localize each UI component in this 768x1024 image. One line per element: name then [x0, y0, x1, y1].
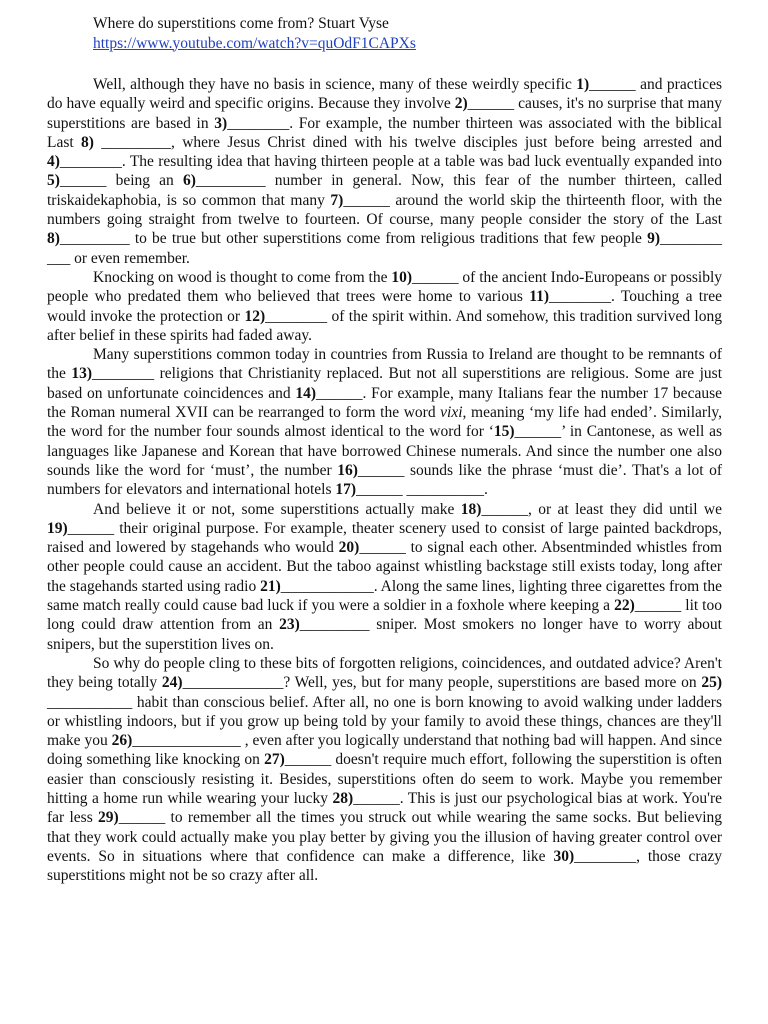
blank-number: 28) — [332, 789, 354, 807]
blank-number: 20) — [338, 539, 360, 557]
blank-number: 15) — [493, 423, 515, 441]
text-segment: ______. This is just our psychological bias at work. You're far less — [47, 789, 722, 827]
text-segment: ______ doesn't require much effort, following the superstition is often easier than consciously resisting it. Besides, superstitions often do seem to work. Maybe you remember hitting a home run while wearing your lucky — [47, 751, 722, 807]
text-segment: ______ around the world skip the thirteenth floor, with the numbers going straight from twelve to fourteen. Of course, many people consider the story of the Last — [47, 191, 722, 229]
text-segment: ______’ in Cantonese, as well as languages like Japanese and Korean that have borrowed Chinese numerals. And since the number one also sounds like the word for ‘must’, the number — [47, 423, 722, 479]
document-header — [93, 14, 416, 53]
blank-number: 23) — [279, 616, 300, 634]
paragraph — [47, 654, 722, 886]
text-segment: ________. Touching a tree would invoke the protection or — [47, 288, 722, 325]
text-segment: ______ __________. — [356, 481, 488, 499]
text-segment: ____________. Along the same lines, lighting three cigarettes from the same match really could cause bad luck if you were a soldier in a foxhole where keeping a — [47, 577, 722, 615]
blank-number: 21) — [260, 577, 281, 595]
paragraph — [47, 345, 722, 499]
blank-number: 11) — [529, 288, 549, 306]
blank-number: 30) — [553, 847, 575, 865]
paragraph — [47, 500, 722, 654]
blank-number: 18) — [460, 500, 482, 518]
blank-number: 3) — [214, 114, 228, 132]
text-segment: Many superstitions common today in countries from Russia to Ireland are thought to be remnants of the — [47, 346, 722, 383]
text-segment: ______ to remember all the times you struck out while wearing the same socks. But believing that they work could actually make you play better by giving you the illusion of having greater control over events. So in situations where that confidence can make a difference, like — [47, 809, 723, 865]
text-segment: ________. For example, the number thirteen was associated with the biblical Last — [47, 114, 722, 151]
text-segment: And believe it or not, some superstitions actually make — [93, 500, 461, 518]
text-segment: _________ to be true but other superstitions come from religious traditions that few people — [59, 230, 648, 248]
text-segment: ______ lit too long could draw attention from an — [47, 597, 722, 634]
text-segment: ______ sounds like the phrase ‘must die’. That's a lot of numbers for elevators and international hotels — [47, 461, 722, 499]
text-segment: ___________ habit than conscious belief. After all, no one is born knowing to avoid walking under ladders or whistling indoors, but if you grow up being told by your family to avoid these things, chances are they'll make you — [47, 693, 722, 750]
text-segment: ______ their original purpose. For example, theater scenery used to consist of large painted backdrops, raised and lowered by stagehands who would — [47, 519, 722, 557]
text-segment: _________ number in general. Now, this fear of the number thirteen, called triskaidekaphobia, is so common that many — [47, 172, 722, 209]
blank-number: 13) — [71, 365, 93, 383]
text-segment: ______ to signal each other. Absentminded whistles from other people could cause an accident. But the taboo against whistling backstage still exists today, long after the stagehands started using radio — [47, 539, 723, 595]
text-segment: ______ and practices do have equally weird and specific origins. Because they involve — [47, 76, 722, 113]
blank-number: 8) — [47, 230, 60, 248]
text-segment: ______ of the ancient Indo-Europeans or possibly people who predated them who believed that trees were home to various — [47, 268, 722, 306]
blank-number: 17) — [335, 481, 357, 499]
blank-number: 22) — [614, 597, 635, 615]
paragraph — [47, 75, 722, 268]
blank-number: 25) — [701, 674, 722, 692]
blank-number: 19) — [47, 519, 68, 537]
blank-number: 10) — [391, 268, 413, 286]
blank-number: 16) — [337, 461, 358, 479]
video-link[interactable]: https://www.youtube.com/watch?v=quOdF1CAPXs — [93, 34, 416, 52]
text-segment: ________ of the spirit within. And somehow, this tradition survived long after belief in these spirits had faded away. — [47, 307, 722, 344]
text-segment: ______ causes, it's no surprise that many superstitions are based in — [47, 95, 722, 132]
text-segment: Well, although they have no basis in science, many of these weirdly specific — [93, 76, 577, 93]
text-segment: So why do people cling to these bits of forgotten religions, coincidences, and outdated advice? Aren't they being totally — [47, 654, 722, 692]
blank-number: 24) — [161, 674, 183, 692]
blank-number: 1) — [576, 76, 590, 93]
blank-number: 6) — [182, 172, 196, 190]
blank-number: 26) — [111, 732, 133, 750]
text-segment: ________ ___ or even remember. — [47, 230, 722, 267]
text-segment: ________, those crazy superstitions might not be so crazy after all. — [47, 847, 722, 885]
text-segment: ______. For example, many Italians fear the number 17 because the Roman numeral XVII can be rearranged to form the word — [47, 384, 722, 422]
blank-number: 4) — [47, 153, 60, 171]
document-body — [47, 75, 722, 885]
document-title: Where do superstitions come from? Stuart Vyse — [93, 15, 389, 32]
text-segment: ________ religions that Christianity replaced. But not all superstitions are religious. Some are just based on unfortunate coincidences and — [47, 365, 723, 402]
paragraph — [47, 268, 722, 345]
blank-number: 27) — [264, 751, 285, 769]
italic-word: vixi — [440, 404, 463, 422]
text-segment: , meaning ‘my life had ended’. Similarly, the word for the number four sounds almost identical to the word for ‘ — [47, 404, 722, 441]
blank-number: 14) — [295, 384, 317, 402]
text-segment: _____________? Well, yes, but for many people, superstitions are based more on — [182, 674, 702, 692]
blank-number: 9) — [647, 230, 660, 248]
blank-number: 8) — [81, 133, 94, 151]
text-segment: ______, or at least they did until we — [481, 500, 722, 518]
text-segment: ______ being an — [59, 172, 183, 190]
blank-number: 12) — [244, 307, 266, 325]
text-segment: _________ sniper. Most smokers no longer have to worry about snipers, but the superstition lives on. — [47, 616, 722, 653]
text-segment: Knocking on wood is thought to come from the — [93, 268, 392, 286]
text-segment: _________, where Jesus Christ dined with his twelve disciples just before being arrested and — [93, 133, 723, 151]
blank-number: 7) — [330, 191, 344, 209]
blank-number: 29) — [98, 809, 119, 827]
blank-number: 5) — [47, 172, 60, 190]
text-segment: ______________ , even after you logically understand that nothing bad will happen. And since doing something like knocking on — [47, 732, 722, 769]
blank-number: 2) — [454, 95, 468, 113]
text-segment: ________. The resulting idea that having thirteen people at a table was bad luck eventually expanded into — [59, 153, 722, 171]
